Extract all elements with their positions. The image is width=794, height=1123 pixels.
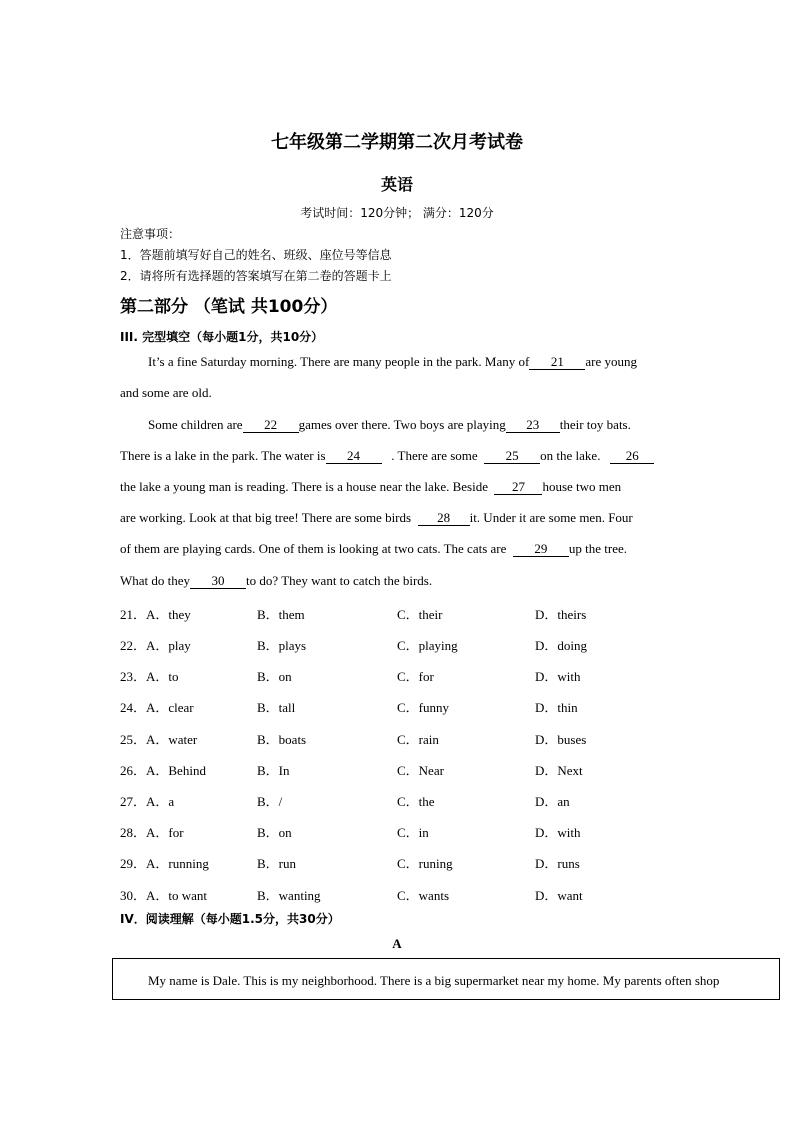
option-row-30 [120,885,720,903]
option-b: B．them [257,607,305,622]
option-b: B．wanting [257,888,321,903]
option-b: B．plays [257,638,307,653]
option-row-27 [120,791,720,809]
part-title: 第二部分 （笔试 共100分） [120,297,338,317]
option-row-23 [120,666,720,684]
option-c: C．their [397,607,443,622]
blank-23: 23 [506,418,560,433]
option-b: B．boats [257,732,307,747]
option-row-24 [120,697,720,715]
reading-passage-text: My name is Dale. This is my neighborhood. There is a big supermarket near my home. My parents often shop [148,973,720,988]
passage-label: A [392,936,402,951]
option-d: D．with [535,669,581,684]
option-d: D．runs [535,856,580,871]
option-b: B．tall [257,700,296,715]
blank-28: 28 [418,511,470,526]
passage-line: are working. Look at that big tree! There are some birds 28 it. Under it are some men. Four [120,510,633,525]
blank-30: 30 [190,574,246,589]
option-c: C．runing [397,856,453,871]
notes-item: 1．答题前填写好自己的姓名、班级、座位号等信息 [120,248,392,262]
passage-line: Some children are 22 games over there. Two boys are playing 23 their toy bats. [148,417,631,432]
passage-line: It’s a fine Saturday morning. There are many people in the park. Many of 21 are young [148,354,637,369]
blank-24: 24 [326,449,382,464]
option-d: D．doing [535,638,588,653]
option-b: B．on [257,669,292,684]
notes-heading: 注意事项： [120,227,181,241]
passage-line: the lake a young man is reading. There is a house near the lake. Beside 27 house two men [120,479,622,494]
option-a: 24．A．clear [120,700,194,715]
reading-passage-box [112,958,780,1000]
blank-25: 25 [484,449,540,464]
option-b: B．run [257,856,297,871]
option-c: C．in [397,825,429,840]
option-a: 27．A．a [120,794,175,809]
option-row-25 [120,729,720,747]
option-c: C．the [397,794,435,809]
blank-22: 22 [243,418,299,433]
blank-21: 21 [529,355,585,370]
section-heading: IV．阅读理解（每小题1.5分，共30分） [120,912,340,926]
exam-info: 考试时间：120分钟； 满分：120分 [300,206,494,220]
option-a: 26．A．Behind [120,763,206,778]
option-row-21 [120,604,720,622]
option-c: C．funny [397,700,450,715]
option-c: C．for [397,669,434,684]
option-d: D．an [535,794,570,809]
option-d: D．want [535,888,583,903]
blank-26: 26 [610,449,654,464]
option-row-22 [120,635,720,653]
exam-subject: 英语 [380,175,413,194]
option-a: 23．A．to [120,669,179,684]
option-row-26 [120,760,720,778]
blank-27: 27 [494,480,542,495]
option-a: 22．A．play [120,638,191,653]
notes-block [120,224,392,287]
option-d: D．with [535,825,581,840]
option-row-29 [120,853,720,871]
option-c: C．wants [397,888,450,903]
option-a: 25．A．water [120,732,198,747]
passage-line: of them are playing cards. One of them is looking at two cats. The cats are 29 up the tree. [120,541,628,556]
section-heading: III. 完型填空（每小题1分，共10分） [120,330,324,344]
option-d: D．thin [535,700,578,715]
option-a: 29．A．running [120,856,209,871]
option-c: C．Near [397,763,444,778]
option-c: C．playing [397,638,458,653]
passage-line: There is a lake in the park. The water is 24 . There are some 25 on the lake. 26 [120,448,654,464]
option-a: 30．A．to want [120,888,208,903]
option-d: D．theirs [535,607,587,622]
option-b: B．In [257,763,290,778]
option-b: B．/ [257,794,283,809]
passage-line: and some are old. [120,385,212,400]
option-row-28 [120,822,720,840]
notes-item: 2．请将所有选择题的答案填写在第二卷的答题卡上 [120,269,392,283]
passage-line: What do they 30 to do? They want to catch the birds. [120,573,433,588]
option-d: D．buses [535,732,587,747]
option-c: C．rain [397,732,439,747]
blank-29: 29 [513,542,569,557]
option-d: D．Next [535,763,583,778]
option-a: 21．A．they [120,607,191,622]
option-b: B．on [257,825,292,840]
option-a: 28．A．for [120,825,184,840]
exam-title: 七年级第二学期第二次月考试卷 [271,132,523,153]
